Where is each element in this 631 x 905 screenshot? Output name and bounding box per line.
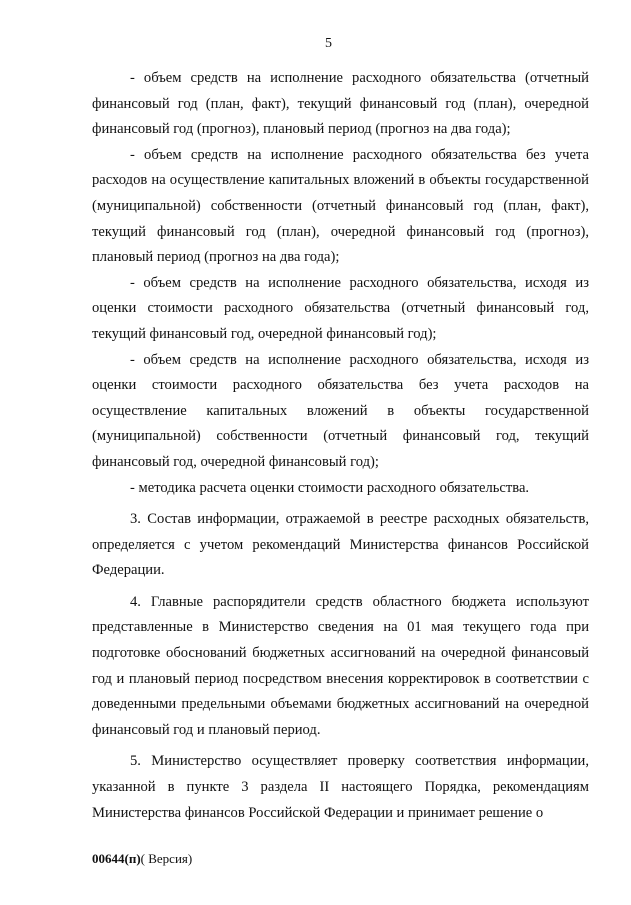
paragraph-2: - объем средств на исполнение расходного обязательства без учета расходов на осуществление капитальных вложений в объекты государственной (муниципальной) собственности (отчетный финансовый год (план, факт), текущий финансовый год (план), очередной финансовый год (прогноз), плановый период (прогноз на два года);	[92, 146, 589, 266]
paragraph-7: 4. Главные распорядители средств областного бюджета используют представленные в Министерство сведения на 01 мая текущего года при подготовке обоснований бюджетных ассигнований на очередной финансовый год и плановый период посредством внесения корректировок в соответствии с доведенными предельными объемами бюджетных ассигнований на очередной финансовый год и плановый период.	[92, 593, 589, 738]
paragraph-3: - объем средств на исполнение расходного обязательства, исходя из оценки стоимости расходного обязательства (отчетный финансовый год, текущий финансовый год, очередной финансовый год);	[92, 274, 589, 342]
paragraph-1: - объем средств на исполнение расходного обязательства (отчетный финансовый год (план, факт), текущий финансовый год (план), очередной финансовый год (прогноз), плановый период (прогноз на два года);	[92, 70, 589, 138]
paragraph-8: 5. Министерство осуществляет проверку соответствия информации, указанной в пункте 3 раздела II настоящего Порядка, рекомендациям Министерства финансов Российской Федерации и принимает решение о	[92, 753, 589, 821]
page-number: 5	[325, 36, 332, 51]
paragraph-4: - объем средств на исполнение расходного обязательства, исходя из оценки стоимости расходного обязательства без учета расходов на осуществление капитальных вложений в объекты государственной (муниципальной) собственности (отчетный финансовый год, текущий финансовый год, очередной финансовый год);	[92, 351, 589, 470]
document-code: 00644(п)	[92, 851, 141, 866]
document-footer	[92, 851, 192, 867]
document-version: ( Версия)	[140, 851, 193, 866]
paragraph-5: - методика расчета оценки стоимости расходного обязательства.	[130, 479, 530, 496]
document-body	[92, 66, 589, 826]
paragraph-6: 3. Состав информации, отражаемой в реестре расходных обязательств, определяется с учетом рекомендаций Министерства финансов Российской Федерации.	[92, 511, 589, 579]
